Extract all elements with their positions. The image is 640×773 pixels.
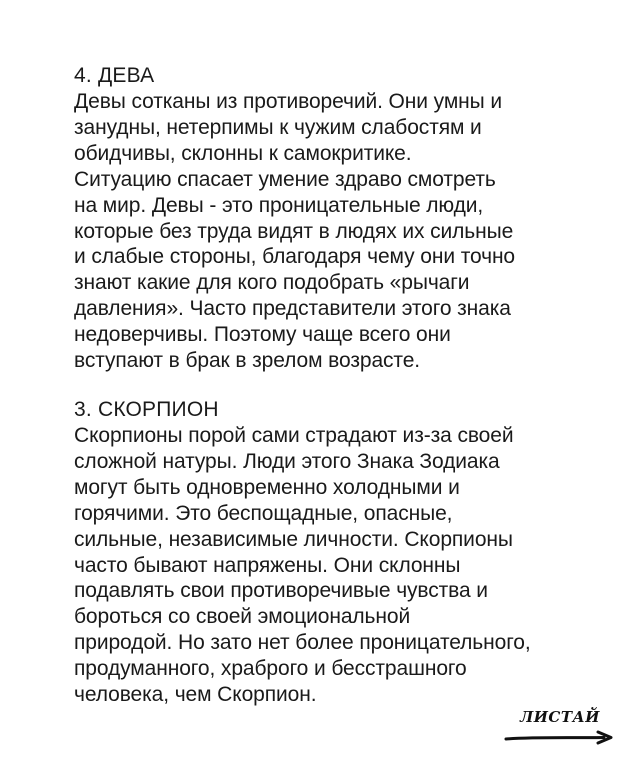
text-line: сложной натуры. Люди этого Знака Зодиака (74, 449, 500, 473)
text-line: недоверчивы. Поэтому чаще всего они (74, 323, 451, 347)
text-line: которые без труда видят в людях их сильные (74, 219, 514, 243)
text-line: подавлять свои противоречивые чувства и (74, 579, 488, 603)
text-line: человека, чем Скорпион. (74, 683, 317, 707)
section-title: 4. ДЕВА (74, 64, 155, 87)
section-body (74, 423, 594, 708)
text-line: сильные, независимые личности. Скорпионы (74, 527, 513, 551)
text-line: занудны, нетерпимы к чужим слабостям и (74, 115, 482, 139)
section-title: 3. СКОРПИОН (74, 397, 219, 421)
text-line: Скорпионы порой сами страдают из-за своей (74, 423, 514, 447)
text-line: и слабые стороны, благодаря чему они точно (74, 245, 516, 269)
section-body (74, 89, 594, 374)
text-line: обидчивы, склонны к самокритике. (74, 141, 412, 165)
section-virgo (74, 62, 594, 374)
text-line: природой. Но зато нет более проницательного, (74, 631, 531, 655)
text-line: горячими. Это беспощадные, опасные, (74, 501, 453, 525)
section-scorpio (74, 396, 594, 708)
text-line: Ситуацию спасает умение здраво смотреть (74, 167, 496, 191)
text-line: вступают в брак в зрелом возрасте. (74, 349, 421, 373)
swipe-hint[interactable] (504, 708, 616, 748)
swipe-label: ЛИСТАЙ (520, 708, 600, 726)
text-line: часто бывают напряжены. Они склонны (74, 553, 461, 577)
text-line: знают какие для кого подобрать «рычаги (74, 271, 470, 295)
text-line: продуманного, храброго и бесстрашного (74, 657, 467, 681)
text-line: бороться со своей эмоциональной (74, 605, 411, 629)
arrow-right-icon (504, 730, 616, 746)
text-line: давления». Часто представители этого знака (74, 297, 511, 321)
article-content (74, 62, 594, 708)
text-line: Девы сотканы из противоречий. Они умны и (74, 90, 503, 113)
text-line: на мир. Девы - это проницательные люди, (74, 193, 484, 217)
text-line: могут быть одновременно холодными и (74, 475, 460, 499)
